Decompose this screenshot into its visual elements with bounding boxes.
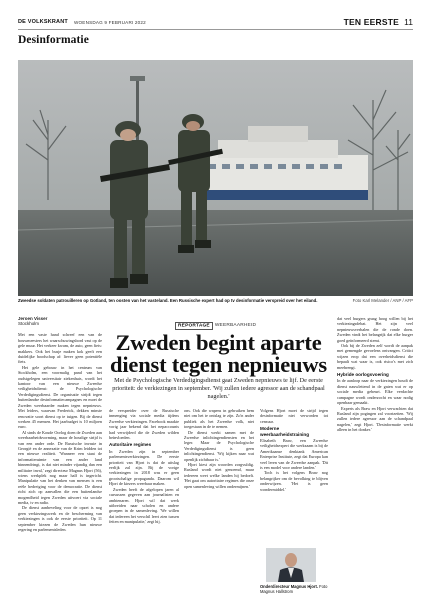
portrait-caption [260,584,328,594]
genre-label: REPORTAGE [175,322,213,330]
subheading: Autoritaire regimes [109,442,152,448]
caption-text: Zweedse soldaten patrouilleren op Gotland, ten oosten van het vasteland. Een Russische expert had op tv desinformatie verspreid over het eiland. [18,298,318,303]
article-column-2 [109,408,179,525]
paragraph: Volgens Hjort moet de strijd tegen desinformatie niet verworden tot censuur. [260,408,328,424]
byline [18,316,102,326]
paragraph: Elisabeth Braw, een Zweedse veiligheidsexpert die werkzaam is bij de Amerikaanse denktank American Enterprise Institute, zegt dat Europa kan veel leren van de Zweedse aanpak. 'Dit is een model voor andere landen.' [260,438,328,471]
photo-credit: Foto Karl Melander / ANP / AFP [352,298,413,303]
page-number: 11 [404,17,413,27]
topic-label: WEERBAARHEID [214,323,257,328]
portrait-credit: Foto Magnus Hallstrom [260,584,328,594]
article-column-1 [18,316,102,532]
paragraph: In de aanloop naar de verkiezingen houdt de dienst nauwlettend in de gaten wat er op sociale media gebeurt. Elke verdachte campagne wordt onderzocht en waar nodig openbaar gemaakt. [337,378,413,406]
masthead-divider [18,29,413,30]
section-kicker: Desinformatie [18,34,89,46]
author-name: Jeroen Visser [18,316,48,321]
section-name: TEN EERSTE [343,17,399,27]
soldiers-photo-illustration [18,60,413,296]
paragraph: Ook bij de Zweden zelf wordt de aanpak met gemengde gevoelens ontvangen. Critici wijzen erop dat een overheidsdienst die bepaalt wat waar is, ook risico's met zich meebrengt. [337,343,413,370]
photo-caption [18,298,413,303]
paragraph: De dienst werkt samen met de Zweedse inlichtingendiensten en het leger. Maar de Psychologische Verdedigingsdienst is geen inlichtingendienst. 'Wij kijken naar wat openlijk zichtbaar is.' [184,429,254,462]
intro-paragraph: Met de Psychologische Verdedigingsdienst gaat Zweden nepnieuws te lijf. De eerste prioriteit: de verkiezingen in september. 'Wij zullen iedere agressor aan de schandpaal nagelen.' [112,377,325,400]
article-tag [175,322,256,329]
paragraph: Zweden heeft de afgelopen jaren al cursussen gegeven aan journalisten en ambtenaren. Hjort wil dat werk uitbreiden naar scholen en andere groepen in de samenleving. 'We willen dat iedereen het verschil leert zien tussen feiten en manipulatie,' zegt hij. [109,486,179,525]
subheading: Moderne weerbaarheidstraining [260,426,310,437]
portrait-caption-text: Onderdirecteur Magnus Hjort. [260,584,319,589]
publication-date: WOENSDAG 9 FEBRUARI 2022 [74,19,146,25]
paragraph: dat veel burgers graag hoog willen bij het verkiezingsdebat. Het zijn veel nepnieuwsverhalen die de ronde doen. Zweden vindt het belangrijk dat elke burger goed geïnformeerd stemt. [337,316,413,343]
paragraph: Toch is het volgens Braw nog belangrijker om de bevolking te blijven onderwijzen. 'Het is geen wondermiddel.' [260,470,328,492]
paragraph: Experts als Braw en Hjort verwachten dat Rusland zijn pogingen zal voortzetten. 'Wij zullen iedere agressor aan de schandpaal nagelen,' zegt Hjort. 'Desinformatie werkt alleen in het donker.' [337,405,413,433]
article-column-5 [337,316,413,433]
author-place: Stockholm [18,321,40,327]
paragraph: Al sinds de Koude Oorlog doen de Zweden aan weerbaarheidsvorming, maar de houdige strijd is van een ander orde. De Russische invasie in Georgië en de annexatie van de Krim leidden tot een nieuwe realiteit. 'Wanneer een staat de informatieruimte van een ander land binnendringt, is dat niet minder vijandig dan een militaire inval,' zegt directeur Magnus Hjort (56), wiens werkplek nog maar half is ingericht. Manipulatie van het denken van mensen is een reële bedreiging voor de democratie. De dienst richt zich op aanvallen die een buitenlandse mogendheid tegen Zweden uitvoert via sociale media, tv en radio. [18,429,102,505]
article-column-4 [260,408,328,492]
paper-name: DE VOLKSKRANT [18,19,68,25]
paragraph: Hjort kiest zijn woorden zorgvuldig. Rusland wordt niet genoemd, maar iedereen weet welke landen hij bedoelt. 'Het gaat om autoritaire regimes die onze open samenleving willen ondermijnen.' [184,462,254,489]
paragraph: In Zweden zijn in september parlementsverkiezingen. De eerste prioriteit van Hjort is dat de uitslag eerlijk zal zijn. Bij de vorige verkiezingen in 2018 was er geen grootschalige propaganda. Daarom wil Hjort de kiezers weerbaar maken. [109,448,179,487]
paragraph: Het gele gebouw in het centrum van Stockholm, een voormalig pand van het oudstgelegen universitair ziekenhuis, wordt het kantoor van een nieuwe Zweedse veiligheidsdienst: de Psychologische Verdedigingsdienst. De organisatie strijdt tegen buitenlandse desinformatiecampagnes en moet de Zweden weerbaarder maken tegen nepnieuws. Met leiders, waarvan Frederick, dekken minste renovatie soort dienst op te tuigen. Bij de dienst werken 45 mensen. Het jaarbudget is 10 miljoen euro. [18,364,102,430]
paragraph: De dienst aanbeveling voor de opzet is nog geen verkiezingswerk en de bescherming van verkiezingen is ook de eerste prioriteit. Op 11 september kiezen de Zweden hun nieuwe regering en parlementsleden. [18,505,102,533]
subheading: Hybride oorlogsvoering [337,372,389,378]
portrait-illustration [266,548,316,582]
paragraph: ons. Ook die wapens in gebruiken hem niet om het te ontslag te zijn. Zo'n ander publiek als het Zweedse volk, niet toegestaan in de te nemen. [184,408,254,430]
article-column-3 [184,408,254,489]
portrait-photo [266,548,316,582]
headline: Zweden begint aparte dienst tegen nepnieuws [110,330,327,377]
paragraph: de verspreider over de Russische inmenging via sociale media tijdens Zweedse verkiezingen. Facebook maakte vorig jaar bekend dat het nepaccounts had verwijderd die de Zweden wilden beïnvloeden. [109,408,179,441]
paragraph: Met een vaste hand schreef een van de bouwmeesters het waarschuwingsbord vast op de gele muur. Het verkeer kwam, de auto, geen fiets: makkers. Ook het busje maken kok geeft een duidelijke boodschap af: liever geen potentiële fiets. [18,332,102,365]
lead-photo [18,60,413,296]
